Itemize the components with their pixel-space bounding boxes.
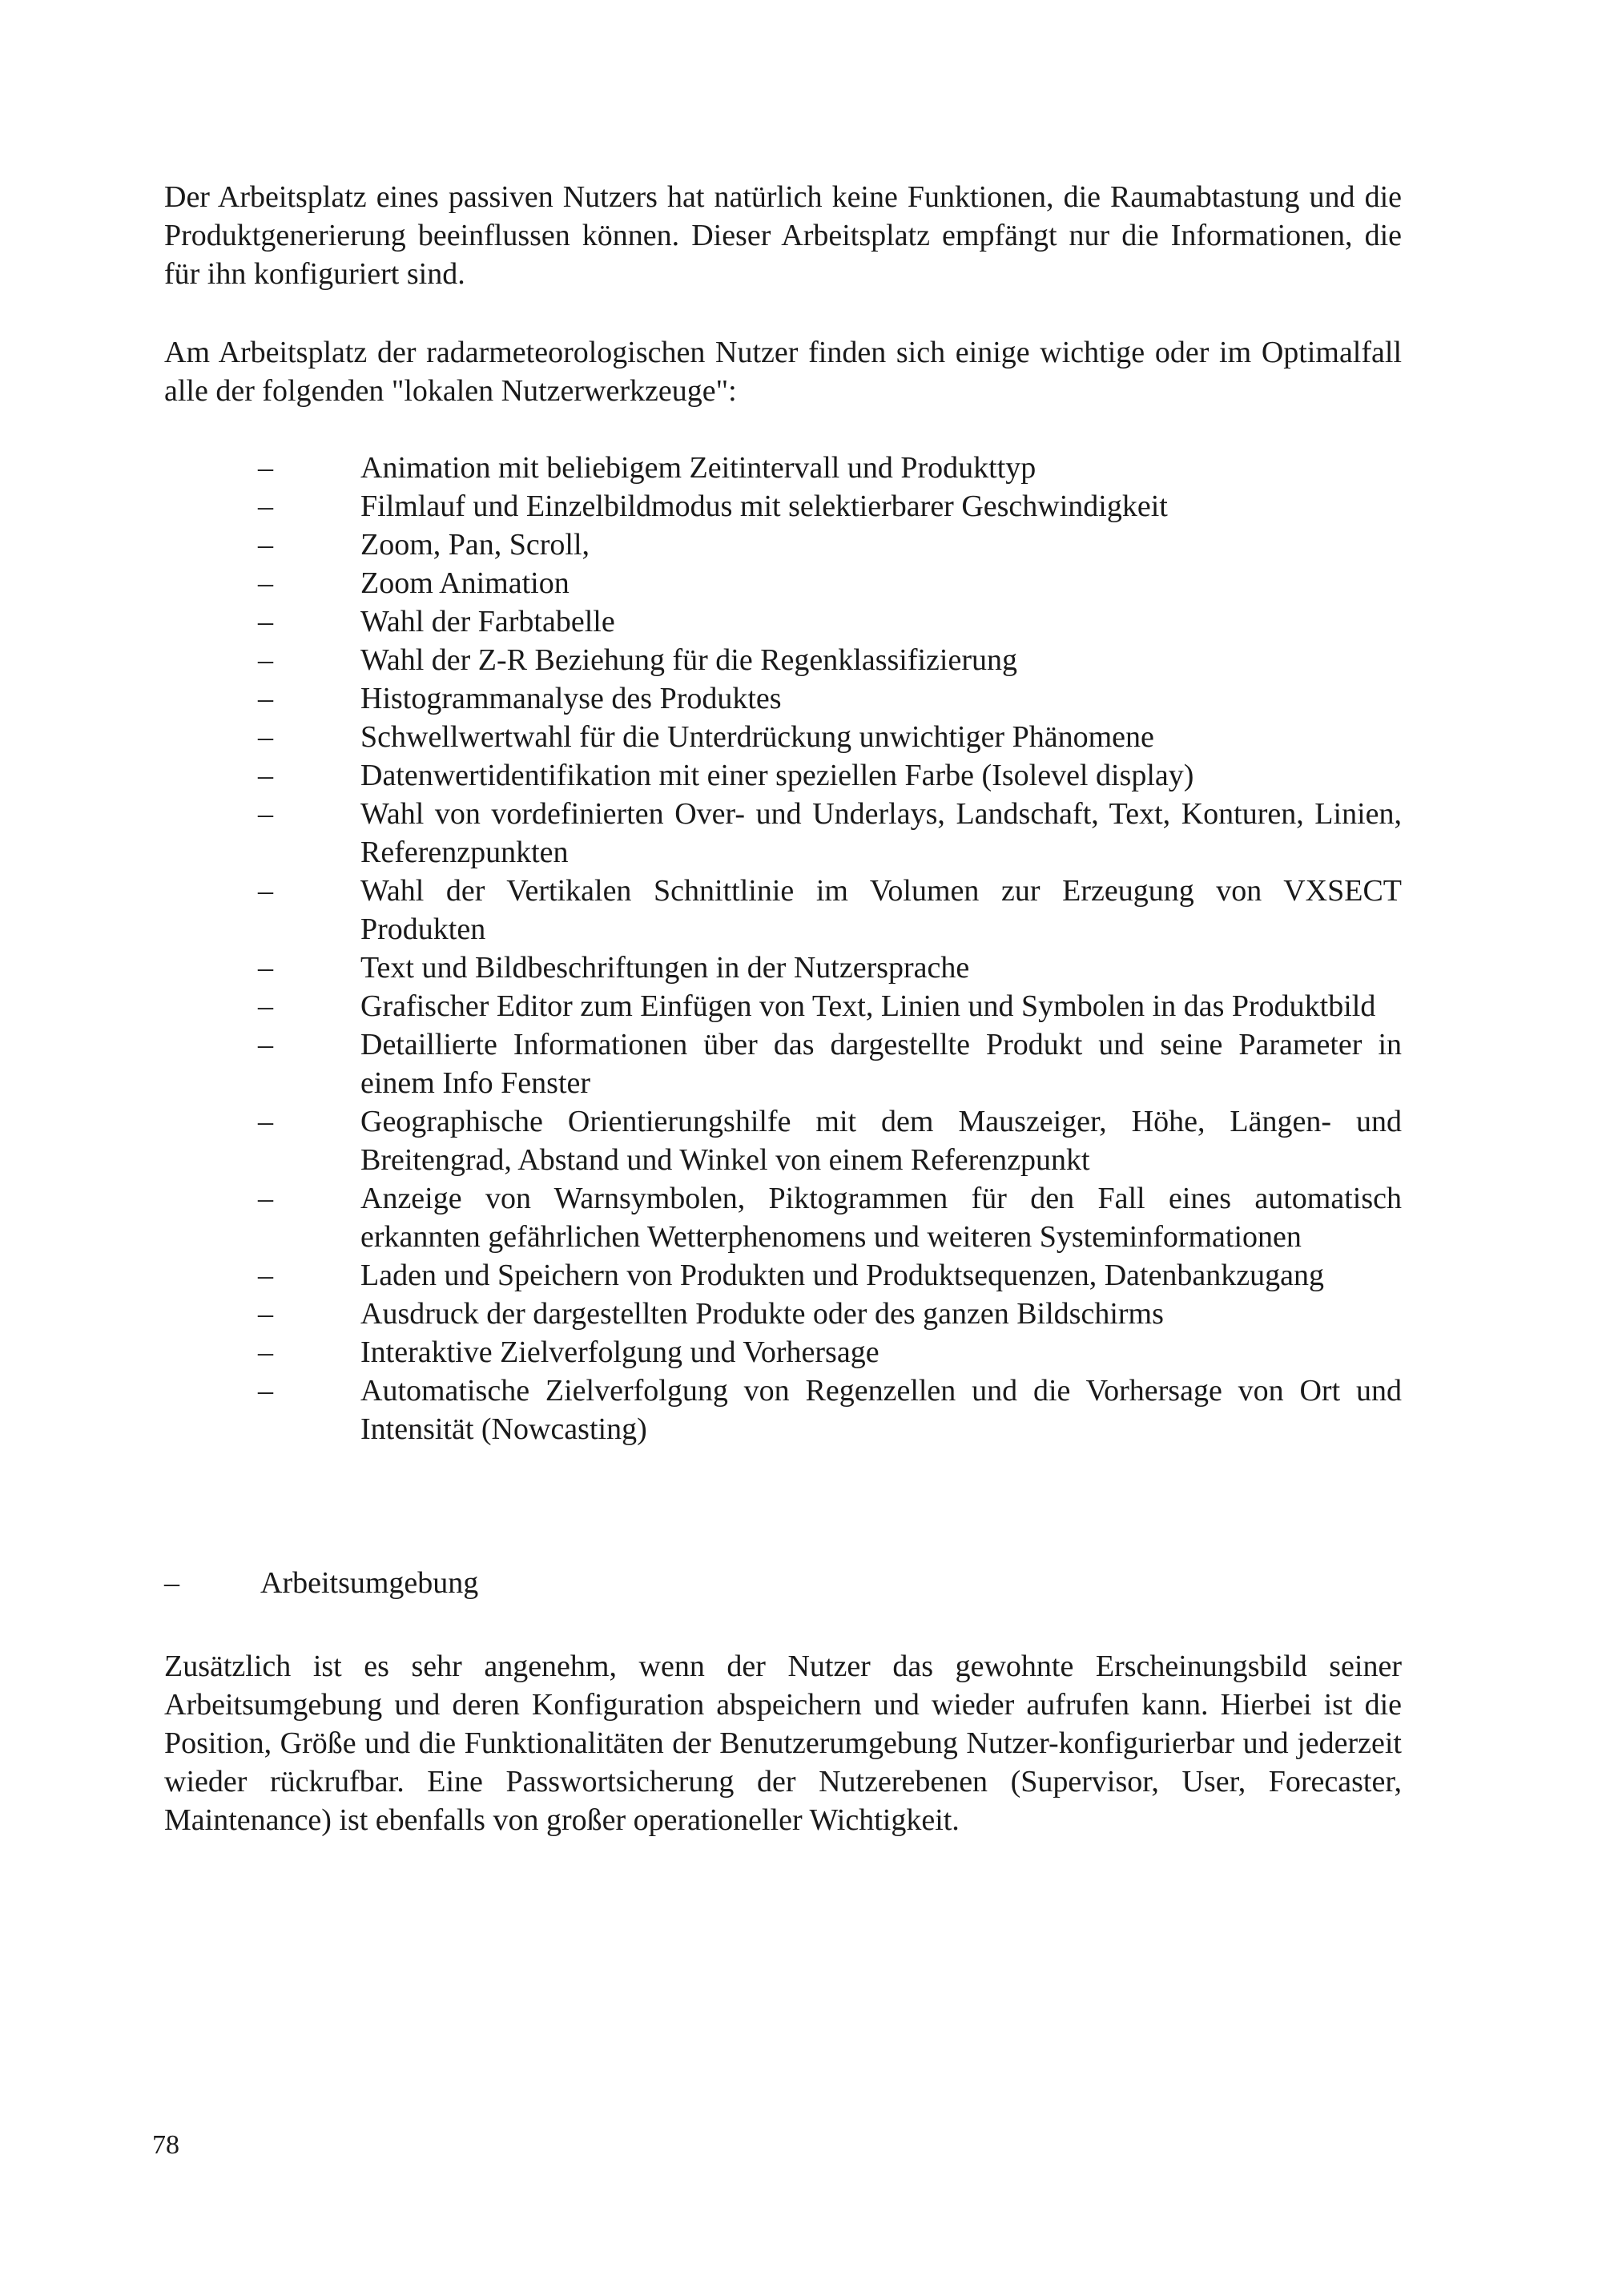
list-item (0, 1025, 1402, 1102)
bullet-dash: – (258, 797, 273, 831)
list-item (0, 526, 1402, 564)
list-item (0, 756, 1402, 795)
list-item-text: Wahl der Farbtabelle (360, 605, 615, 638)
list-item-text: Text und Bildbeschriftungen in der Nutzersprache (360, 951, 970, 985)
bullet-dash: – (258, 1297, 273, 1331)
list-item-text: Histogrammanalyse des Produktes (360, 682, 782, 715)
list-item-text: Animation mit beliebigem Zeitintervall und Produkttyp (360, 451, 1036, 485)
list-item-text: Ausdruck der dargestellten Produkte oder des ganzen Bildschirms (360, 1297, 1164, 1331)
bullet-dash: – (258, 605, 273, 638)
list-item-text: Filmlauf und Einzelbildmodus mit selektierbarer Geschwindigkeit (360, 489, 1168, 523)
list-item (0, 1179, 1402, 1256)
heading-dash: – (164, 1566, 179, 1600)
bullet-dash: – (258, 451, 273, 485)
list-item (0, 987, 1402, 1025)
bullet-dash: – (258, 1374, 273, 1408)
list-item (0, 872, 1402, 949)
closing-paragraph: Zusätzlich ist es sehr angenehm, wenn der Nutzer das gewohnte Erscheinungsbild seiner Arbeitsumgebung und deren Konfiguration abspeichern und wieder aufrufen kann. Hierbei ist die Position, Größe und die Funktionalitäten der Benutzerumgebung Nutzer-konfigurierbar und jederzeit wieder rückrufbar. Eine Passwortsicherung der Nutzerebenen (Supervisor, User, Forecaster, Maintenance) ist ebenfalls von großer operationeller Wichtigkeit. (164, 1649, 1402, 1837)
bullet-dash: – (258, 1259, 273, 1292)
list-item-text: Interaktive Zielverfolgung und Vorhersage (360, 1335, 879, 1369)
list-item-text: Anzeige von Warnsymbolen, Piktogrammen für den Fall eines automatisch erkannten gefährlichen Wetterphenomens und weiteren Systeminformationen (360, 1182, 1402, 1254)
list-item (0, 1372, 1402, 1448)
bullet-dash: – (258, 1028, 273, 1061)
list-item-text: Detaillierte Informationen über das dargestellte Produkt und seine Parameter in einem Info Fenster (360, 1028, 1402, 1100)
list-item (0, 641, 1402, 679)
list-item-text: Zoom, Pan, Scroll, (360, 528, 590, 562)
bullet-dash: – (258, 1105, 273, 1138)
bullet-dash: – (258, 720, 273, 754)
list-item (0, 564, 1402, 602)
list-item-text: Geographische Orientierungshilfe mit dem Mauszeiger, Höhe, Längen- und Breitengrad, Abstand und Winkel von einem Referenzpunkt (360, 1105, 1402, 1177)
list-item-text: Wahl der Vertikalen Schnittlinie im Volumen zur Erzeugung von VXSECT Produkten (360, 874, 1402, 946)
bullet-dash: – (258, 759, 273, 792)
bullet-dash: – (258, 874, 273, 908)
list-item (0, 949, 1402, 987)
list-item (0, 679, 1402, 718)
list-item (0, 1256, 1402, 1295)
list-item (0, 1333, 1402, 1372)
list-item (0, 449, 1402, 487)
list-item (0, 795, 1402, 872)
list-item-text: Zoom Animation (360, 566, 570, 600)
bullet-dash: – (258, 643, 273, 677)
list-item-text: Laden und Speichern von Produkten und Produktsequenzen, Datenbankzugang (360, 1259, 1325, 1292)
bullet-dash: – (258, 989, 273, 1023)
list-item-text: Wahl der Z-R Beziehung für die Regenklassifizierung (360, 643, 1018, 677)
list-item (0, 1102, 1402, 1179)
intro-paragraph: Der Arbeitsplatz eines passiven Nutzers hat natürlich keine Funktionen, die Raumabtastung und die Produktgenerierung beeinflussen können. Dieser Arbeitsplatz empfängt nur die Informationen, die für ihn konfiguriert sind. (164, 180, 1402, 291)
list-item (0, 487, 1402, 526)
bullet-dash: – (258, 682, 273, 715)
list-item-text: Grafischer Editor zum Einfügen von Text, Linien und Symbolen in das Produktbild (360, 989, 1376, 1023)
page-number: 78 (152, 2130, 179, 2160)
list-item (0, 602, 1402, 641)
list-item-text: Datenwertidentifikation mit einer speziellen Farbe (Isolevel display) (360, 759, 1194, 792)
bullet-dash: – (258, 951, 273, 985)
bullet-dash: – (258, 566, 273, 600)
list-item (0, 1295, 1402, 1333)
bullet-dash: – (258, 528, 273, 562)
bullet-dash: – (258, 1182, 273, 1215)
bullet-dash: – (258, 1335, 273, 1369)
list-intro-paragraph: Am Arbeitsplatz der radarmeteorologischen Nutzer finden sich einige wichtige oder im Optimalfall alle der folgenden "lokalen Nutzerwerkzeuge": (164, 336, 1402, 408)
list-item-text: Schwellwertwahl für die Unterdrückung unwichtiger Phänomene (360, 720, 1154, 754)
list-item-text: Automatische Zielverfolgung von Regenzellen und die Vorhersage von Ort und Intensität (Nowcasting) (360, 1374, 1402, 1446)
section-heading-text: Arbeitsumgebung (260, 1566, 479, 1600)
list-item-text: Wahl von vordefinierten Over- und Underlays, Landschaft, Text, Konturen, Linien, Referenzpunkten (360, 797, 1402, 869)
bullet-dash: – (258, 489, 273, 523)
list-item (0, 718, 1402, 756)
tools-list (0, 449, 1602, 1448)
